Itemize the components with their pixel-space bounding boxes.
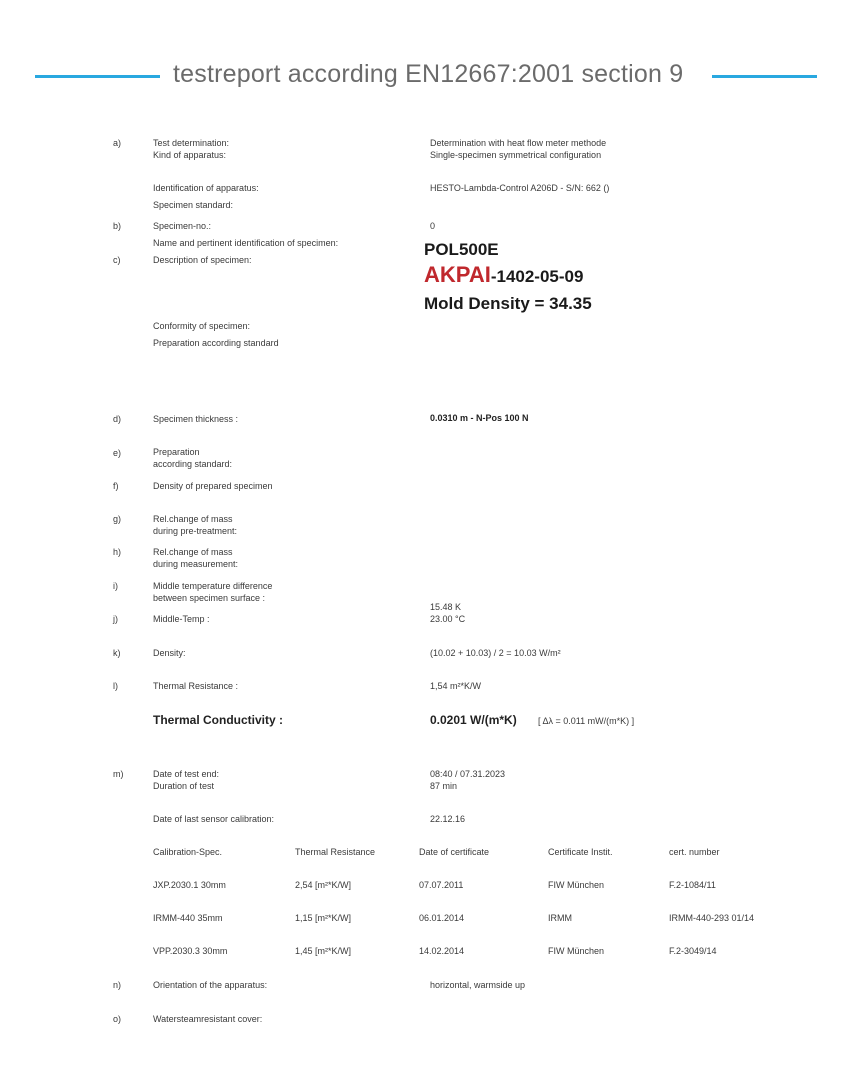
temp-difference-value: 15.48 K [430, 602, 462, 612]
calibration-header-date: Date of certificate [419, 847, 490, 857]
calibration-cert-number-cell: F.2-3049/14 [669, 946, 717, 956]
mass-change-pretreatment-label: Rel.change of mass [153, 514, 233, 524]
apparatus-orientation-value: horizontal, warmside up [430, 980, 526, 990]
specimen-description-label: Description of specimen: [153, 255, 252, 265]
test-end-date-value: 08:40 / 07.31.2023 [430, 769, 506, 779]
apparatus-identification-value: HESTO-Lambda-Control A206D - S/N: 662 () [430, 183, 610, 193]
preparation-label: Preparation [153, 447, 200, 457]
item-letter-n: n) [113, 980, 122, 990]
prepared-density-label: Density of prepared specimen [153, 481, 273, 491]
sensor-calibration-label: Date of last sensor calibration: [153, 814, 275, 824]
preparation-standard-sub-label: according standard: [153, 459, 233, 469]
header-rule-left [35, 75, 160, 78]
calibration-spec-cell: IRMM-440 35mm [153, 913, 223, 923]
specimen-standard-label: Specimen standard: [153, 200, 234, 210]
calibration-institute-cell: FIW München [548, 946, 605, 956]
middle-temp-value: 23.00 °C [430, 614, 466, 624]
item-letter-o: o) [113, 1014, 122, 1024]
watersteam-cover-label: Watersteamresistant cover: [153, 1014, 263, 1024]
calibration-resistance-cell: 1,45 [m²*K/W] [295, 946, 352, 956]
item-letter-g: g) [113, 514, 122, 524]
specimen-thickness-label: Specimen thickness : [153, 414, 239, 424]
mass-change-measurement-label: Rel.change of mass [153, 547, 233, 557]
calibration-cert-number-cell: IRMM-440-293 01/14 [669, 913, 755, 923]
test-duration-value: 87 min [430, 781, 458, 791]
item-letter-m: m) [113, 769, 124, 779]
calibration-resistance-cell: 2,54 [m²*K/W] [295, 880, 352, 890]
test-duration-label: Duration of test [153, 781, 215, 791]
calibration-date-cell: 06.01.2014 [419, 913, 465, 923]
calibration-header-resistance: Thermal Resistance [295, 847, 376, 857]
calibration-institute-cell: IRMM [548, 913, 572, 923]
item-letter-k: k) [113, 648, 121, 658]
calibration-date-cell: 14.02.2014 [419, 946, 465, 956]
calibration-header-spec: Calibration-Spec. [153, 847, 223, 857]
density-label: Density: [153, 648, 186, 658]
apparatus-identification-label: Identification of apparatus: [153, 183, 259, 193]
specimen-name-label: Name and pertinent identification of specimen: [153, 238, 339, 248]
specimen-conformity-label: Conformity of specimen: [153, 321, 251, 331]
test-determination-label: Test determination: [153, 138, 230, 148]
thermal-conductivity-value: 0.0201 W/(m*K) [430, 713, 517, 727]
calibration-spec-cell: JXP.2030.1 30mm [153, 880, 226, 890]
item-letter-i: i) [113, 581, 118, 591]
apparatus-kind-label: Kind of apparatus: [153, 150, 227, 160]
apparatus-kind-value: Single-specimen symmetrical configuration [430, 150, 602, 160]
mass-change-pretreatment-sub-label: during pre-treatment: [153, 526, 238, 536]
specimen-no-label: Specimen-no.: [153, 221, 212, 231]
apparatus-orientation-label: Orientation of the apparatus: [153, 980, 268, 990]
calibration-institute-cell: FIW München [548, 880, 605, 890]
thermal-conductivity-delta: [ Δλ = 0.011 mW/(m*K) ] [538, 716, 635, 726]
report-title: testreport according EN12667:2001 section 9 [173, 60, 684, 88]
item-letter-j: j) [113, 614, 118, 624]
test-determination-value: Determination with heat flow meter methode [430, 138, 607, 148]
calibration-spec-cell: VPP.2030.3 30mm [153, 946, 228, 956]
test-end-date-label: Date of test end: [153, 769, 220, 779]
temp-difference-sub-label: between specimen surface : [153, 593, 266, 603]
calibration-resistance-cell: 1,15 [m²*K/W] [295, 913, 352, 923]
temp-difference-label: Middle temperature difference [153, 581, 273, 591]
item-letter-b: b) [113, 221, 122, 231]
specimen-code: -1402-05-09 [490, 267, 584, 286]
item-letter-l: l) [113, 681, 118, 691]
item-letter-c: c) [113, 255, 121, 265]
item-letter-f: f) [113, 481, 119, 491]
item-letter-e: e) [113, 448, 122, 458]
density-value: (10.02 + 10.03) / 2 = 10.03 W/m² [430, 648, 561, 658]
middle-temp-label: Middle-Temp : [153, 614, 210, 624]
specimen-name-value: POL500E [424, 240, 499, 259]
calibration-header-cert-number: cert. number [669, 847, 720, 857]
preparation-standard-label: Preparation according standard [153, 338, 279, 348]
item-letter-h: h) [113, 547, 122, 557]
mass-change-measurement-sub-label: during measurement: [153, 559, 239, 569]
specimen-thickness-value: 0.0310 m - N-Pos 100 N [430, 413, 529, 423]
header-rule-right [712, 75, 817, 78]
thermal-conductivity-label: Thermal Conductivity : [153, 713, 284, 727]
calibration-date-cell: 07.07.2011 [419, 880, 464, 890]
item-letter-a: a) [113, 138, 122, 148]
calibration-cert-number-cell: F.2-1084/11 [669, 880, 716, 890]
sensor-calibration-value: 22.12.16 [430, 814, 466, 824]
calibration-header-institute: Certificate Instit. [548, 847, 613, 857]
specimen-description-line [424, 262, 583, 288]
specimen-no-value: 0 [430, 221, 436, 231]
thermal-resistance-label: Thermal Resistance : [153, 681, 239, 691]
thermal-resistance-value: 1,54 m²*K/W [430, 681, 482, 691]
akpai-mark: AKPAI [424, 262, 491, 287]
item-letter-d: d) [113, 414, 122, 424]
mold-density: Mold Density = 34.35 [424, 294, 592, 313]
